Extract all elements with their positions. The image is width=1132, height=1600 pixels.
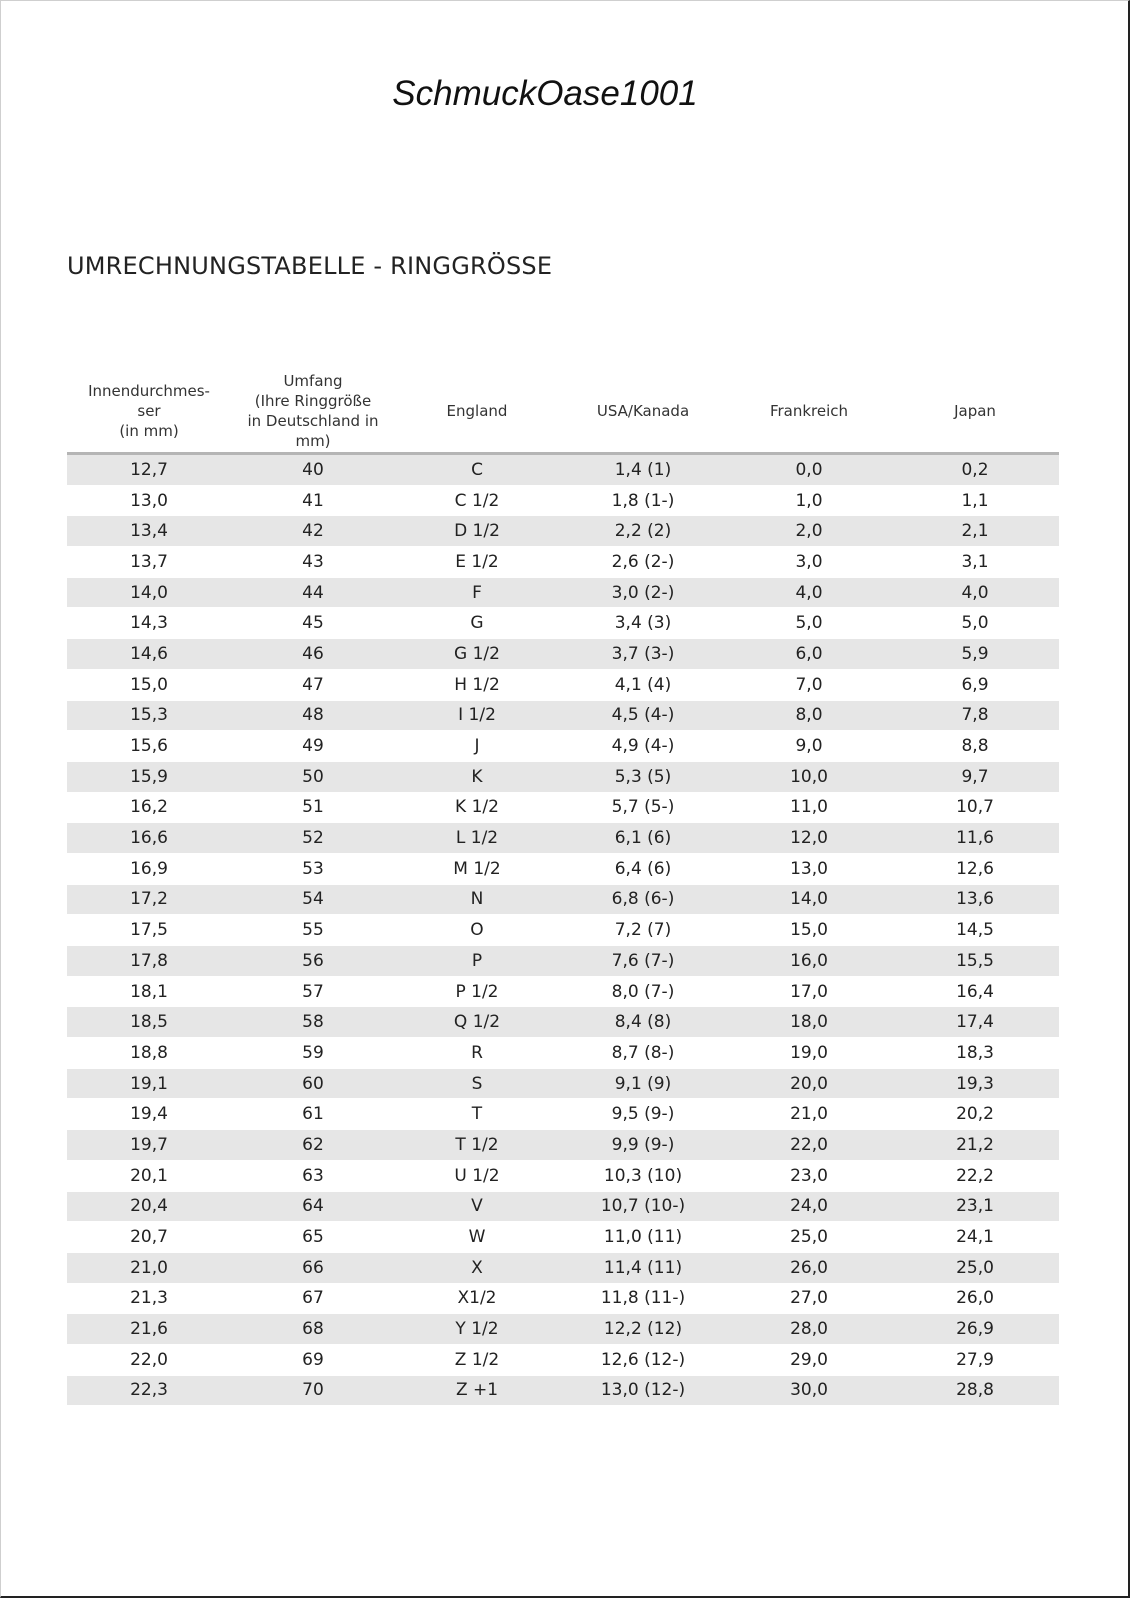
cell-england: R — [395, 1038, 559, 1069]
cell-circumference: 56 — [231, 946, 395, 977]
cell-england: L 1/2 — [395, 823, 559, 854]
cell-circumference: 69 — [231, 1344, 395, 1375]
cell-circumference: 55 — [231, 915, 395, 946]
cell-circumference: 44 — [231, 577, 395, 608]
cell-inner-diameter: 18,8 — [67, 1038, 231, 1069]
cell-england: G — [395, 608, 559, 639]
cell-circumference: 57 — [231, 976, 395, 1007]
cell-circumference: 47 — [231, 669, 395, 700]
cell-france: 15,0 — [727, 915, 891, 946]
cell-france: 2,0 — [727, 516, 891, 547]
cell-england: G 1/2 — [395, 639, 559, 670]
cell-england: P 1/2 — [395, 976, 559, 1007]
cell-circumference: 66 — [231, 1252, 395, 1283]
cell-inner-diameter: 16,2 — [67, 792, 231, 823]
cell-circumference: 50 — [231, 761, 395, 792]
cell-usa-canada: 12,6 (12-) — [559, 1344, 727, 1375]
cell-circumference: 67 — [231, 1283, 395, 1314]
table-row — [67, 915, 1059, 946]
cell-france: 30,0 — [727, 1375, 891, 1406]
cell-england: Z 1/2 — [395, 1344, 559, 1375]
cell-inner-diameter: 13,0 — [67, 485, 231, 516]
column-header-france: Frankreich — [727, 370, 891, 454]
column-header-usa-canada: USA/Kanada — [559, 370, 727, 454]
cell-france: 23,0 — [727, 1160, 891, 1191]
cell-inner-diameter: 22,0 — [67, 1344, 231, 1375]
cell-france: 25,0 — [727, 1222, 891, 1253]
table-row — [67, 823, 1059, 854]
cell-england: K 1/2 — [395, 792, 559, 823]
cell-france: 18,0 — [727, 1007, 891, 1038]
table-row — [67, 454, 1059, 486]
cell-circumference: 45 — [231, 608, 395, 639]
cell-usa-canada: 6,8 (6-) — [559, 884, 727, 915]
cell-inner-diameter: 20,4 — [67, 1191, 231, 1222]
cell-england: D 1/2 — [395, 516, 559, 547]
cell-inner-diameter: 12,7 — [67, 454, 231, 486]
cell-france: 5,0 — [727, 608, 891, 639]
cell-circumference: 53 — [231, 853, 395, 884]
cell-inner-diameter: 15,3 — [67, 700, 231, 731]
table-row — [67, 761, 1059, 792]
cell-japan: 23,1 — [891, 1191, 1059, 1222]
cell-inner-diameter: 13,4 — [67, 516, 231, 547]
cell-england: Y 1/2 — [395, 1314, 559, 1345]
cell-japan: 16,4 — [891, 976, 1059, 1007]
cell-france: 28,0 — [727, 1314, 891, 1345]
cell-france: 0,0 — [727, 454, 891, 486]
cell-france: 13,0 — [727, 853, 891, 884]
cell-france: 6,0 — [727, 639, 891, 670]
table-row — [67, 1344, 1059, 1375]
cell-usa-canada: 11,8 (11-) — [559, 1283, 727, 1314]
cell-inner-diameter: 20,7 — [67, 1222, 231, 1253]
table-header-row — [67, 370, 1059, 454]
cell-circumference: 58 — [231, 1007, 395, 1038]
cell-france: 17,0 — [727, 976, 891, 1007]
table-row — [67, 1375, 1059, 1406]
cell-circumference: 46 — [231, 639, 395, 670]
cell-england: S — [395, 1068, 559, 1099]
cell-japan: 20,2 — [891, 1099, 1059, 1130]
cell-inner-diameter: 14,0 — [67, 577, 231, 608]
cell-inner-diameter: 17,5 — [67, 915, 231, 946]
cell-france: 21,0 — [727, 1099, 891, 1130]
cell-inner-diameter: 20,1 — [67, 1160, 231, 1191]
cell-japan: 6,9 — [891, 669, 1059, 700]
cell-england: E 1/2 — [395, 547, 559, 578]
table-row — [67, 853, 1059, 884]
cell-circumference: 42 — [231, 516, 395, 547]
cell-usa-canada: 6,4 (6) — [559, 853, 727, 884]
table-row — [67, 1068, 1059, 1099]
table-row — [67, 1099, 1059, 1130]
cell-england: J — [395, 731, 559, 762]
cell-france: 11,0 — [727, 792, 891, 823]
table-row — [67, 946, 1059, 977]
cell-circumference: 70 — [231, 1375, 395, 1406]
table-row — [67, 1038, 1059, 1069]
table-row — [67, 731, 1059, 762]
cell-england: H 1/2 — [395, 669, 559, 700]
cell-inner-diameter: 15,9 — [67, 761, 231, 792]
cell-inner-diameter: 19,4 — [67, 1099, 231, 1130]
cell-france: 9,0 — [727, 731, 891, 762]
table-row — [67, 577, 1059, 608]
cell-england: T — [395, 1099, 559, 1130]
cell-england: Z +1 — [395, 1375, 559, 1406]
cell-inner-diameter: 17,2 — [67, 884, 231, 915]
cell-circumference: 48 — [231, 700, 395, 731]
cell-england: C 1/2 — [395, 485, 559, 516]
cell-circumference: 59 — [231, 1038, 395, 1069]
cell-england: M 1/2 — [395, 853, 559, 884]
cell-japan: 7,8 — [891, 700, 1059, 731]
cell-usa-canada: 5,7 (5-) — [559, 792, 727, 823]
cell-japan: 13,6 — [891, 884, 1059, 915]
page-title: UMRECHNUNGSTABELLE - RINGGRÖSSE — [67, 252, 553, 280]
cell-japan: 27,9 — [891, 1344, 1059, 1375]
cell-japan: 5,9 — [891, 639, 1059, 670]
cell-circumference: 52 — [231, 823, 395, 854]
cell-usa-canada: 4,9 (4-) — [559, 731, 727, 762]
cell-england: P — [395, 946, 559, 977]
cell-usa-canada: 10,7 (10-) — [559, 1191, 727, 1222]
ring-size-table — [67, 370, 1059, 1406]
cell-usa-canada: 9,9 (9-) — [559, 1130, 727, 1161]
table-row — [67, 608, 1059, 639]
cell-circumference: 63 — [231, 1160, 395, 1191]
cell-france: 27,0 — [727, 1283, 891, 1314]
cell-japan: 8,8 — [891, 731, 1059, 762]
cell-usa-canada: 9,1 (9) — [559, 1068, 727, 1099]
cell-japan: 15,5 — [891, 946, 1059, 977]
cell-inner-diameter: 22,3 — [67, 1375, 231, 1406]
cell-england: Q 1/2 — [395, 1007, 559, 1038]
cell-usa-canada: 9,5 (9-) — [559, 1099, 727, 1130]
cell-france: 3,0 — [727, 547, 891, 578]
cell-japan: 17,4 — [891, 1007, 1059, 1038]
table-row — [67, 1007, 1059, 1038]
cell-usa-canada: 7,2 (7) — [559, 915, 727, 946]
cell-england: X1/2 — [395, 1283, 559, 1314]
cell-circumference: 60 — [231, 1068, 395, 1099]
table-row — [67, 1314, 1059, 1345]
table-row — [67, 485, 1059, 516]
cell-england: U 1/2 — [395, 1160, 559, 1191]
cell-france: 1,0 — [727, 485, 891, 516]
cell-japan: 14,5 — [891, 915, 1059, 946]
cell-inner-diameter: 16,6 — [67, 823, 231, 854]
cell-usa-canada: 3,4 (3) — [559, 608, 727, 639]
cell-japan: 4,0 — [891, 577, 1059, 608]
cell-england: X — [395, 1252, 559, 1283]
cell-england: T 1/2 — [395, 1130, 559, 1161]
cell-usa-canada: 8,7 (8-) — [559, 1038, 727, 1069]
cell-inner-diameter: 18,1 — [67, 976, 231, 1007]
cell-usa-canada: 12,2 (12) — [559, 1314, 727, 1345]
cell-inner-diameter: 18,5 — [67, 1007, 231, 1038]
cell-usa-canada: 2,6 (2-) — [559, 547, 727, 578]
cell-france: 4,0 — [727, 577, 891, 608]
cell-inner-diameter: 19,1 — [67, 1068, 231, 1099]
cell-england: K — [395, 761, 559, 792]
cell-circumference: 65 — [231, 1222, 395, 1253]
table-row — [67, 792, 1059, 823]
cell-france: 26,0 — [727, 1252, 891, 1283]
cell-japan: 24,1 — [891, 1222, 1059, 1253]
cell-inner-diameter: 21,3 — [67, 1283, 231, 1314]
cell-france: 20,0 — [727, 1068, 891, 1099]
cell-circumference: 62 — [231, 1130, 395, 1161]
cell-inner-diameter: 16,9 — [67, 853, 231, 884]
cell-japan: 26,9 — [891, 1314, 1059, 1345]
cell-usa-canada: 11,4 (11) — [559, 1252, 727, 1283]
cell-circumference: 51 — [231, 792, 395, 823]
cell-usa-canada: 8,0 (7-) — [559, 976, 727, 1007]
table-row — [67, 1283, 1059, 1314]
table-row — [67, 1160, 1059, 1191]
cell-japan: 28,8 — [891, 1375, 1059, 1406]
cell-france: 29,0 — [727, 1344, 891, 1375]
cell-usa-canada: 3,0 (2-) — [559, 577, 727, 608]
cell-france: 19,0 — [727, 1038, 891, 1069]
cell-usa-canada: 13,0 (12-) — [559, 1375, 727, 1406]
table-row — [67, 976, 1059, 1007]
cell-japan: 1,1 — [891, 485, 1059, 516]
cell-japan: 19,3 — [891, 1068, 1059, 1099]
cell-france: 16,0 — [727, 946, 891, 977]
cell-japan: 18,3 — [891, 1038, 1059, 1069]
cell-france: 10,0 — [727, 761, 891, 792]
cell-usa-canada: 7,6 (7-) — [559, 946, 727, 977]
cell-japan: 9,7 — [891, 761, 1059, 792]
cell-usa-canada: 2,2 (2) — [559, 516, 727, 547]
cell-usa-canada: 1,4 (1) — [559, 454, 727, 486]
cell-inner-diameter: 14,3 — [67, 608, 231, 639]
shop-title: SchmuckOase1001 — [392, 74, 698, 113]
cell-usa-canada: 4,5 (4-) — [559, 700, 727, 731]
cell-usa-canada: 3,7 (3-) — [559, 639, 727, 670]
column-header-japan: Japan — [891, 370, 1059, 454]
cell-england: I 1/2 — [395, 700, 559, 731]
cell-france: 14,0 — [727, 884, 891, 915]
cell-japan: 10,7 — [891, 792, 1059, 823]
cell-inner-diameter: 21,0 — [67, 1252, 231, 1283]
column-header-england: England — [395, 370, 559, 454]
table-row — [67, 639, 1059, 670]
cell-japan: 5,0 — [891, 608, 1059, 639]
cell-circumference: 64 — [231, 1191, 395, 1222]
cell-inner-diameter: 21,6 — [67, 1314, 231, 1345]
cell-france: 8,0 — [727, 700, 891, 731]
cell-circumference: 61 — [231, 1099, 395, 1130]
cell-usa-canada: 8,4 (8) — [559, 1007, 727, 1038]
cell-england: V — [395, 1191, 559, 1222]
table-row — [67, 547, 1059, 578]
cell-england: F — [395, 577, 559, 608]
cell-france: 24,0 — [727, 1191, 891, 1222]
table-row — [67, 516, 1059, 547]
cell-usa-canada: 11,0 (11) — [559, 1222, 727, 1253]
cell-usa-canada: 1,8 (1-) — [559, 485, 727, 516]
cell-circumference: 41 — [231, 485, 395, 516]
cell-england: W — [395, 1222, 559, 1253]
cell-japan: 26,0 — [891, 1283, 1059, 1314]
cell-inner-diameter: 13,7 — [67, 547, 231, 578]
table-body — [67, 454, 1059, 1406]
cell-england: C — [395, 454, 559, 486]
cell-japan: 25,0 — [891, 1252, 1059, 1283]
cell-circumference: 68 — [231, 1314, 395, 1345]
cell-japan: 2,1 — [891, 516, 1059, 547]
cell-usa-canada: 5,3 (5) — [559, 761, 727, 792]
cell-japan: 3,1 — [891, 547, 1059, 578]
cell-inner-diameter: 19,7 — [67, 1130, 231, 1161]
cell-inner-diameter: 15,6 — [67, 731, 231, 762]
cell-japan: 21,2 — [891, 1130, 1059, 1161]
cell-japan: 11,6 — [891, 823, 1059, 854]
cell-inner-diameter: 14,6 — [67, 639, 231, 670]
cell-usa-canada: 4,1 (4) — [559, 669, 727, 700]
cell-japan: 12,6 — [891, 853, 1059, 884]
cell-circumference: 43 — [231, 547, 395, 578]
table-row — [67, 669, 1059, 700]
cell-france: 7,0 — [727, 669, 891, 700]
table-row — [67, 1222, 1059, 1253]
cell-circumference: 40 — [231, 454, 395, 486]
cell-inner-diameter: 15,0 — [67, 669, 231, 700]
cell-france: 12,0 — [727, 823, 891, 854]
cell-england: N — [395, 884, 559, 915]
cell-inner-diameter: 17,8 — [67, 946, 231, 977]
cell-japan: 22,2 — [891, 1160, 1059, 1191]
cell-england: O — [395, 915, 559, 946]
table-row — [67, 1252, 1059, 1283]
column-header-circumference: Umfang (Ihre Ringgröße in Deutschland in mm) — [231, 370, 395, 454]
table-row — [67, 1191, 1059, 1222]
cell-usa-canada: 6,1 (6) — [559, 823, 727, 854]
cell-france: 22,0 — [727, 1130, 891, 1161]
table-row — [67, 1130, 1059, 1161]
column-header-inner-diameter: Innendurchmes- ser (in mm) — [67, 370, 231, 454]
cell-circumference: 54 — [231, 884, 395, 915]
table-row — [67, 884, 1059, 915]
table-row — [67, 700, 1059, 731]
cell-usa-canada: 10,3 (10) — [559, 1160, 727, 1191]
cell-circumference: 49 — [231, 731, 395, 762]
cell-japan: 0,2 — [891, 454, 1059, 486]
